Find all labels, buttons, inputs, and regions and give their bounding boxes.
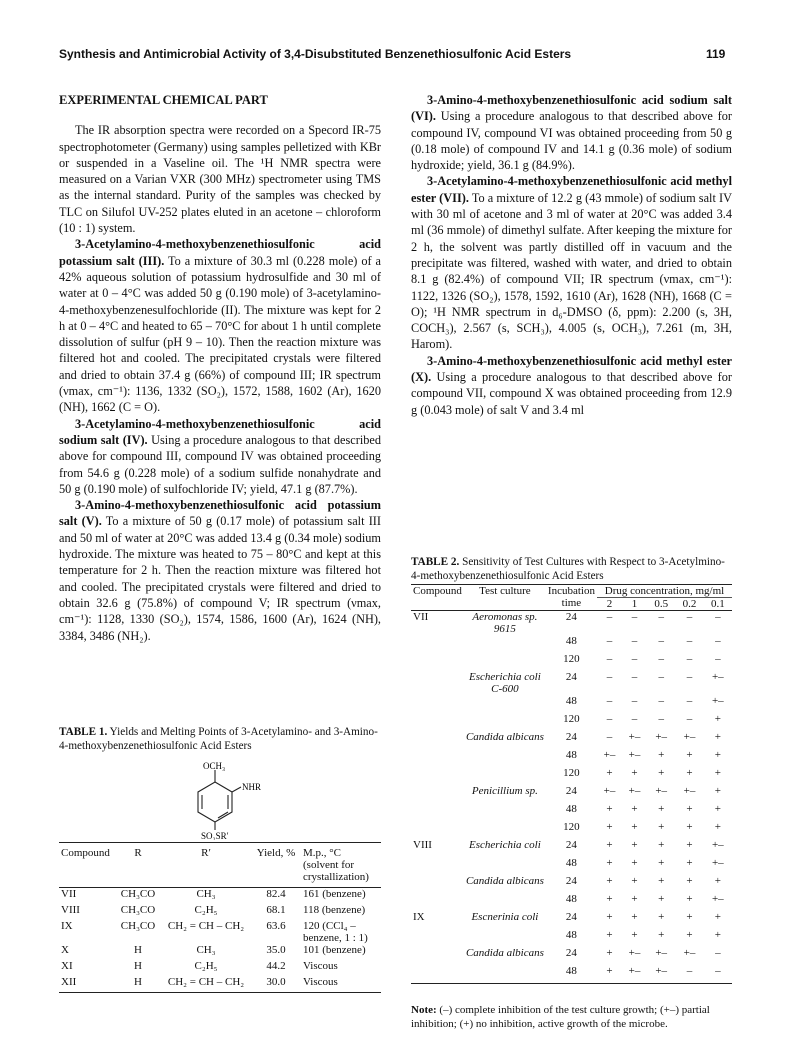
t2-cell [411,821,464,839]
t2-cell: +– [711,893,724,905]
t2-cell: + [658,893,665,905]
t1-cell: CH₂ = CH – CH₂ [167,920,245,932]
table-row [59,888,381,905]
t2-cell: + [631,875,638,887]
t2-cell: – [631,671,638,683]
t2-cell: + [714,713,721,725]
t2-cell [464,929,546,947]
t2-cell [464,965,546,984]
table1-caption [59,725,381,753]
t1-cell: CH₂ = CH – CH₂ [161,976,251,993]
t2-cell: + [631,821,638,833]
t2-cell: +– [603,785,616,797]
compound-vi-body: Using a procedure analogous to that described above for compound IV, compound VI was obtained proceeding from 50 g (0.18 mole) of compound IV and 14.1 g (0.36 mole) of sodium hydroxide; yield, 36.1 g (84.9%). [411,109,732,173]
t2-cell: + [686,911,693,923]
t2-cell: – [675,965,703,984]
t2-cell: + [631,839,638,851]
t2-cell: – [715,611,721,623]
t2-cell [411,767,464,785]
t1-header-yield: Yield, % [251,843,301,888]
t2-cell: +– [628,785,641,797]
t2-cell: 48 [565,893,577,905]
paragraph-methods: The IR absorption spectra were recorded on a Specord IR-75 spectrophotometer (Germany) using samples pelletized with KBr or suspended in a Vaseline oil. The ¹H NMR spectra were measured on a Varian VXR (300 MHz) spectrometer using TMS as the internal standard. Purity of the samples was checked by TLC on Silufol UV-252 plates eluted in an acetone – chloroform (10 : 1) system. [59,123,381,236]
table-row [59,960,381,976]
t1-cell: XII [59,976,115,993]
t2-cell [464,749,546,767]
t2-cell: +– [711,839,724,851]
t1-header-r-prime: R′ [161,843,251,888]
t2-cell [411,653,464,671]
t2-cell [411,635,464,653]
t2-cell: + [606,947,613,959]
compound-vii-body: To a mixture of 12.2 g (43 mmole) of sodium salt IV with 30 ml of acetone and 3 ml of water at 20°C was added 3.4 ml (36 mmole) of dimethyl sulfate. After keeping the mixture for 2 h, the solvent was partly distilled off in vacuum and the precipitate was filtered, washed with water, and dried to obtain 8.1 g (82.4%) of compound VII; IR spectrum (νmax, cm⁻¹): 1122, 1326 (SO₂), 1578, 1592, 1610 (Ar), 1628 (NH), 1668 (C = O); ¹H NMR spectrum in d₆-DMSO (δ, ppm): 2.200 (s, 3H, COCH₃), 2.567 (s, SCH₃), 4.005 (s, OCH₃), 7.261 (m, 3H, Harom). [411,190,733,352]
t2-cell: + [686,749,693,761]
t2-cell: – [686,671,693,683]
paragraph-compound-iv [59,416,381,497]
right-column [411,92,732,418]
t2-cell: – [658,635,664,647]
t2-cell: Escherichia coli C-600 [469,671,541,695]
t2-cell: + [658,821,665,833]
t1-cell: 161 (benzene) [303,888,366,900]
t2-cell: +– [655,947,668,959]
t2-cell [411,713,464,731]
table-row [411,857,732,875]
t2-cell: +– [683,947,696,959]
benzene-ring-structure [175,762,285,840]
t2-cell: + [631,767,638,779]
t2-cell: + [714,803,721,815]
t2-cell [464,653,546,671]
t2-cell: 48 [565,749,577,761]
t2-cell: 120 [563,713,580,725]
t2-cell: + [714,929,721,941]
t2-cell: Candida albicans [465,731,544,743]
t2-header-time: Incubation time [547,585,595,609]
t2-cell: 48 [565,635,577,647]
t2-cell: + [606,857,613,869]
t2-cell: – [658,713,664,725]
t2-cell: 24 [565,839,577,851]
t2-cell: Escnerinia coli [471,911,539,923]
t2-cell [464,857,546,875]
t2-cell: + [658,857,665,869]
t2-cell: 24 [565,611,577,623]
t2-cell: + [686,803,693,815]
t2-cell: 48 [565,695,577,707]
compound-iii-title: 3-Acetylamino-4-methoxybenzenethiosulfonic acid potassium salt (III). [59,237,381,268]
table1-body [59,888,381,993]
t1-cell: C₂H₅ [194,960,218,972]
t2-cell: 120 [563,821,580,833]
t2-cell: – [686,635,693,647]
t2-cell [411,803,464,821]
compound-x-title: 3-Amino-4-methoxybenzenethiosulfonic acid methyl ester (X). [411,353,732,385]
t2-cell: 48 [546,965,597,984]
t2-cell: +– [647,965,675,984]
t2-conc-0: 2 [597,598,622,611]
t1-cell: CH₃CO [120,904,156,916]
t2-cell: + [597,965,622,984]
table2-note [411,1003,732,1031]
t2-cell [411,671,464,695]
t2-cell [464,695,546,713]
t2-conc-3: 0.2 [675,598,703,611]
t2-cell [464,635,546,653]
t2-cell: – [606,653,613,665]
t2-cell: 48 [565,857,577,869]
table-row [411,821,732,839]
t2-cell: +– [711,671,724,683]
t2-cell: + [606,803,613,815]
t2-cell: – [606,695,613,707]
t2-cell: – [658,671,664,683]
table-row [411,749,732,767]
t1-cell: IX [61,920,73,932]
t2-cell: 48 [565,803,577,815]
compound-vii-title: 3-Acetylamino-4-methoxybenzenethiosulfonic acid methyl ester (VII). [411,174,732,205]
t2-cell: 24 [565,671,577,683]
t2-cell: +– [628,731,641,743]
t2-cell [411,749,464,767]
paragraph-compound-iii [59,236,381,415]
t2-cell: – [606,671,613,683]
t2-cell [411,731,464,749]
t2-cell: + [714,731,721,743]
table-row [411,965,732,984]
t2-header-drug: Drug concentration, mg/ml [597,585,732,598]
t2-cell: Escherichia coli [469,839,541,851]
table1 [59,842,381,993]
struct-label-bottom: SO₂SR′ [201,831,229,840]
t2-cell [411,857,464,875]
t2-cell: – [686,611,693,623]
t2-cell: +– [628,749,641,761]
t2-cell [411,875,464,893]
t2-cell [411,965,464,984]
t2-conc-2: 0.5 [647,598,675,611]
compound-iii-body: To a mixture of 30.3 ml (0.228 mole) of a 42% aqueous solution of potassium hydrosulfide and 30 ml of water at 0 – 4°C was added 50 g (0.190 mole) of 3-acetylamino-4-methoxybenzenesulfochloride (II). The mixture was kept for 2 h at 0 – 4°C and heated to 65 – 70°C for about 1 h until complete dissolution of sulfur (pH 9 – 10). Then the reaction mixture was filtered hot and cooled. The precipitated crystals were filtered and dried to obtain 37.4 g (66%) of compound III; IR spectrum (νmax, cm⁻¹): 1136, 1332 (SO₂), 1572, 1588, 1602 (Ar), 1620 (NH), 1662 (C = O). [59,253,382,415]
compound-vi-title: 3-Amino-4-methoxybenzenethiosulfonic acid sodium salt (VI). [411,93,732,124]
t1-cell: XI [61,960,73,972]
t2-cell: + [631,911,638,923]
t2-cell: – [715,947,721,959]
t1-cell: C₂H₅ [194,904,218,916]
t2-cell: 24 [565,911,577,923]
t1-cell: 35.0 [266,944,286,956]
table2-body [411,611,732,984]
t1-cell: CH₃CO [120,920,156,932]
t2-cell: +– [603,749,616,761]
table-row [411,671,732,695]
paragraph-compound-v [59,497,381,644]
t2-cell [411,785,464,803]
t2-cell: – [715,653,721,665]
t2-cell [411,695,464,713]
compound-iv-body: Using a procedure analogous to that described above for compound III, compound IV was obtained proceeding from 54.6 g (0.228 mole) of a sodium sulfide nonahydrate and 50 g (0.190 mole) of sulfochloride IV; yield, 47.1 g (87.7%). [59,432,381,496]
paragraph-compound-vii [411,173,732,352]
t2-cell: – [606,731,613,743]
t1-cell: 120 (CCl₄ – benzene, 1 : 1) [303,920,368,944]
t1-cell: 68.1 [266,904,286,916]
t2-cell: – [631,653,638,665]
t2-cell: 24 [565,875,577,887]
left-column [59,92,381,644]
t2-cell: – [686,713,693,725]
t2-cell: Aeromonas sp. 9615 [472,611,538,635]
paragraph-compound-vi [411,92,732,173]
t2-cell: + [606,839,613,851]
t1-cell: H [115,976,161,993]
table2-caption [411,555,732,583]
table-row [411,803,732,821]
t2-cell: – [686,653,693,665]
t2-cell: +– [711,695,724,707]
t2-cell: – [631,713,638,725]
t2-cell: VII [413,611,429,623]
t2-cell [464,821,546,839]
t2-cell: +– [683,785,696,797]
t2-cell: – [658,653,664,665]
t2-cell: + [658,839,665,851]
t2-conc-1: 1 [622,598,647,611]
compound-v-title: 3-Amino-4-methoxybenzenethiosulfonic acid potassium salt (V). [59,498,381,529]
table-row [411,653,732,671]
struct-label-right: NHR [242,782,262,792]
table-row [411,785,732,803]
t2-cell: + [658,875,665,887]
t2-cell: +– [622,965,647,984]
table-row [59,904,381,920]
t1-header-compound: Compound [59,843,115,888]
t2-cell: +– [683,731,696,743]
note-label: Note: [411,1004,437,1016]
t1-cell: VIII [61,904,80,916]
t1-cell: CH₃ [196,944,216,956]
t2-cell: + [606,767,613,779]
t1-cell: 118 (benzene) [303,904,366,916]
running-header: Synthesis and Antimicrobial Activity of 3,4-Disubstituted Benzenethiosulfonic Acid Esters [59,47,572,61]
t2-cell: + [714,875,721,887]
table1-caption-text: Yields and Melting Points of 3-Acetylamino- and 3-Amino- 4-methoxybenzenethiosulfonic Acid Esters [59,726,378,752]
t2-cell: + [686,821,693,833]
t2-cell [464,713,546,731]
t1-cell: Viscous [303,960,338,972]
table-row [411,947,732,965]
table-row [411,767,732,785]
t2-cell: – [686,695,693,707]
table-row [59,976,381,993]
t1-cell: 30.0 [251,976,301,993]
t2-cell: – [658,695,664,707]
compound-x-body: Using a procedure analogous to that described above for compound VII, compound X was obtained proceeding from 12.9 g (0.043 mole) of salt V and 3.4 ml [411,370,732,417]
t2-cell: + [714,749,721,761]
t2-cell [411,947,464,965]
t2-cell: + [606,893,613,905]
t2-cell: + [658,749,665,761]
table-row [411,713,732,731]
t2-cell: 24 [565,785,577,797]
t2-cell: Candida albicans [465,875,544,887]
note-text: (–) complete inhibition of the test culture growth; (+–) partial inhibition; (+) no inhibition, active growth of the microbe. [411,1004,710,1030]
t2-cell: – [606,635,613,647]
table-row [411,731,732,749]
t1-header-r: R [115,843,161,888]
t2-cell [464,893,546,911]
t1-cell: 63.6 [266,920,286,932]
t2-cell: – [704,965,732,984]
t2-cell: +– [655,731,668,743]
t2-cell: – [606,713,613,725]
t2-cell: + [686,875,693,887]
paragraph-compound-x [411,353,732,418]
table-row [411,893,732,911]
t1-header-mp: M.p., °C (solvent for crystallization) [301,843,381,888]
table-row [411,875,732,893]
t2-cell: + [686,893,693,905]
t2-cell: + [606,929,613,941]
t2-cell: +– [628,947,641,959]
t2-cell: + [686,767,693,779]
t2-cell: 24 [565,947,577,959]
t2-cell: – [658,611,664,623]
t2-cell: – [715,635,721,647]
table1-label: TABLE 1. [59,726,108,738]
t1-cell: CH₃CO [120,888,156,900]
t2-conc-4: 0.1 [704,598,732,611]
section-title: EXPERIMENTAL CHEMICAL PART [59,93,268,107]
table-row [411,911,732,929]
t2-cell: + [606,821,613,833]
table-row [411,695,732,713]
t2-cell: + [686,839,693,851]
t2-cell: – [631,611,638,623]
table-row [59,944,381,960]
t2-cell: + [658,767,665,779]
t2-cell: + [714,767,721,779]
t1-cell: VII [61,888,77,900]
t1-cell: 82.4 [266,888,286,900]
t1-cell: CH₃ [196,888,216,900]
t2-cell: + [686,929,693,941]
t2-cell [464,803,546,821]
t1-cell: Viscous [301,976,381,993]
t1-cell: X [61,944,69,956]
t2-cell: +– [655,785,668,797]
t2-header-culture: Test culture [464,585,546,611]
table-row [411,611,732,636]
t1-cell: H [134,960,142,972]
t1-cell: 44.2 [266,960,286,972]
compound-iv-title: 3-Acetylamino-4-methoxybenzenethiosulfonic acid sodium salt (IV). [59,416,381,447]
page-number: 119 [706,47,726,61]
t2-cell: + [658,911,665,923]
t2-cell: IX [413,911,425,923]
t2-cell: + [658,803,665,815]
t2-cell: – [631,635,638,647]
table-row [59,920,381,944]
t2-cell: + [714,911,721,923]
t2-cell: 120 [563,653,580,665]
compound-v-body: To a mixture of 50 g (0.17 mole) of potassium salt III and 50 ml of water at 20°C was added 13.4 g (0.34 mole) sodium hydroxide. The mixture was heated to 75 – 80°C and kept at this temperature for 2 h. Then the reaction mixture was filtered hot and cooled. The precipitated crystals were filtered and dried to obtain 32.6 g (75.8%) of compound V; IR spectrum (νmax, cm⁻¹): 1128, 1330 (SO₂), 1574, 1586, 1600 (Ar), 1624 (NH), 3384, 3486 (NH₂). [59,514,381,643]
t2-cell [411,893,464,911]
t1-cell: H [134,944,142,956]
t2-header-compound: Compound [411,585,464,611]
table2 [411,584,732,984]
t2-cell [411,929,464,947]
struct-label-top: OCH₃ [203,762,226,771]
table-row [411,839,732,857]
t2-cell: + [714,785,721,797]
t2-cell: + [606,875,613,887]
t2-cell: + [631,929,638,941]
t2-cell: VIII [413,839,432,851]
t2-cell: + [631,803,638,815]
t2-cell: 120 [563,767,580,779]
table2-label: TABLE 2. [411,556,460,568]
table-row [411,635,732,653]
table-row [411,929,732,947]
t2-cell: + [686,857,693,869]
t2-cell: + [658,929,665,941]
t2-cell: Candida albicans [465,947,544,959]
t2-cell: +– [711,857,724,869]
t2-cell: – [606,611,613,623]
t2-cell [464,767,546,785]
table2-caption-text: Sensitivity of Test Cultures with Respect to 3-Acetylmino-4-methoxybenzenethiosulfonic Acid Esters [411,556,725,582]
t2-cell: + [631,893,638,905]
t2-cell: + [631,857,638,869]
t2-cell: – [631,695,638,707]
t2-cell: 24 [565,731,577,743]
t2-cell: + [606,911,613,923]
t2-cell: Penicillium sp. [471,785,538,797]
t1-cell: 101 (benzene) [303,944,366,956]
t2-cell: + [714,821,721,833]
t2-cell: 48 [565,929,577,941]
